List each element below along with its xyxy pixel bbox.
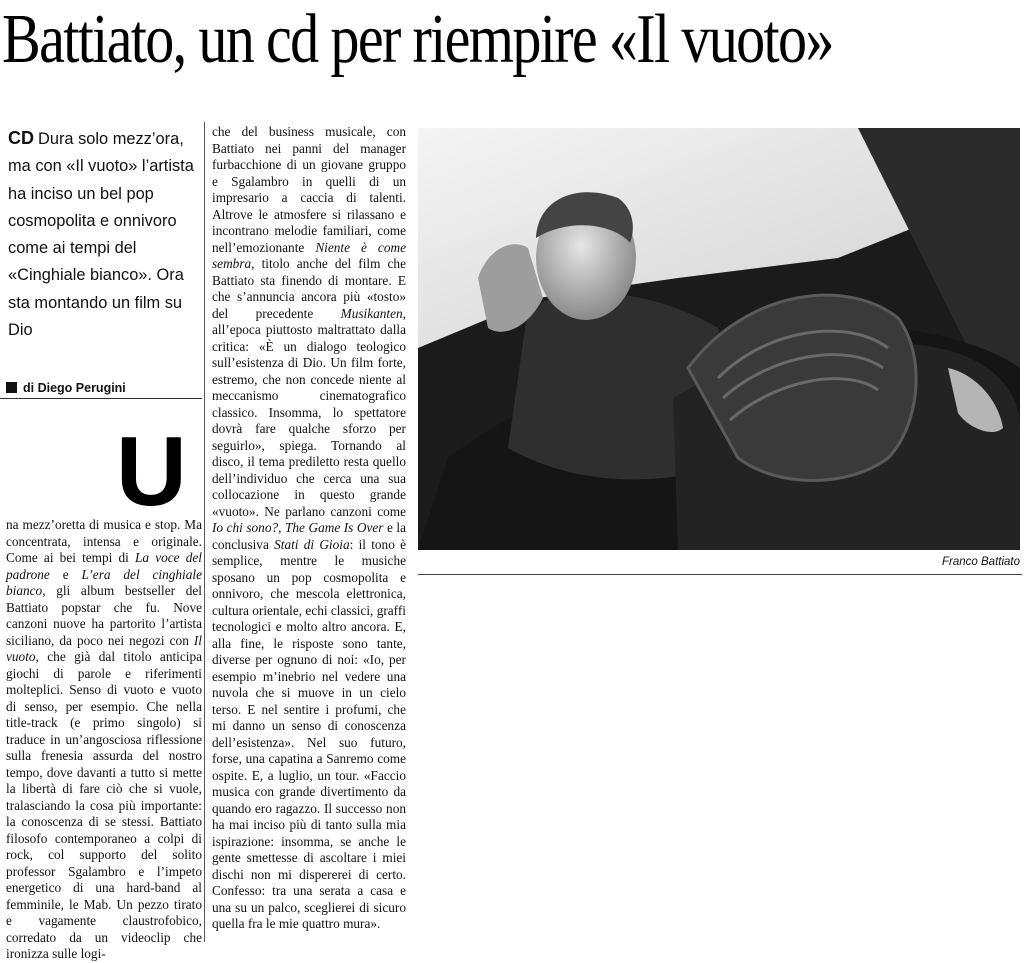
- body-text: e: [49, 566, 82, 582]
- italic-title: The Game Is Over: [285, 520, 384, 535]
- lead-text: Dura solo mezz’ora, ma con «Il vuoto» l’artista ha inciso un bel pop cosmopolita e onnivoro come ai tempi del «Cinghiale bianco». Ora sta montando un film su Dio: [8, 130, 194, 340]
- caption-divider: [418, 574, 1022, 575]
- article-column-2: [212, 124, 406, 933]
- body-text: , titolo anche del film che Battiato sta finendo di montare. E che s’annuncia ancora più «tosto» del precedente: [212, 256, 406, 321]
- body-text: e la conclusiva: [212, 520, 406, 552]
- italic-title: Niente è come sembra: [212, 239, 406, 271]
- square-bullet-icon: [6, 382, 17, 393]
- portrait-photo: [418, 128, 1020, 550]
- body-text: , all’epoca piuttosto maltrattato dalla critica: «È un dialogo teologico sull’esistenza di Dio. Un film forte, estremo, che non concede niente al meccanismo cinematografico classico. Insomma, lo spettatore dovrà fare qualche sforzo per seguirlo», spiega. Tornando al disco, il tema prediletto resta quello dell’individuo che cerca una sua collocazione in questo grande «vuoto». Ne parlano canzoni come: [212, 305, 406, 519]
- headline: Battiato, un cd per riempire «Il vuoto»: [2, 1, 833, 78]
- italic-title: Il vuoto: [6, 632, 202, 664]
- italic-title: Io chi sono?: [212, 520, 279, 535]
- photo-caption: Franco Battiato: [942, 556, 1020, 568]
- body-text: , gli album bestseller del Battiato popstar che fu. Nove canzoni nuove ha partorito l’artista siciliano, da poco nei negozi con: [6, 583, 202, 648]
- body-text: : il tono è semplice, mentre le musiche sposano un pop cosmopolita e onnivoro, che mescola elettronica, cultura orientale, echi classici, graffi tecnologici e molto altro ancora. E, alla fine, le risposte sono tante, diverse per ognuno di noi: «Io, per esempio m’inebrio nel vedere una nuvola che si muove in un cielo terso. E nel sentire i profumi, che mi danno un senso di conoscenza dell’esistenza». Nel suo futuro, forse, una capatina a Sanremo come ospite. E, a luglio, un tour. «Faccio musica con grande divertimento da quando ero ragazzo. Il successo non ha mai inciso più di tanto sulla mia ispirazione: insomma, se anche le gente smettesse di ascoltare i miei dischi non mi dispererei di certo. Confesso: tra una serata a casa e una su un palco, sceglierei di sicuro quella fra le mie quattro mura».: [212, 536, 406, 931]
- column-divider: [204, 122, 205, 942]
- body-text: che del business musicale, con Battiato nei panni del manager furbacchione di un giovane gruppo e Sgalambro in quelli di un impresario a caccia di talenti. Altrove le atmosfere si rilassano e incontrano melodie familiari, come nell’emozionante: [212, 124, 406, 255]
- article-column-1: [6, 517, 202, 963]
- section-label: CD: [8, 128, 34, 148]
- byline-divider: [0, 398, 202, 399]
- byline-author: di Diego Perugini: [23, 381, 126, 395]
- body-text: , che già dal titolo anticipa giochi di parole e riferimenti molteplici. Senso di vuoto e vuoto di senso, per esempio. Che nella title-track (e primo singolo) si traduce in un’angosciosa riflessione sulla frenesia assurda del nostro tempo, dove davanti a tutto si mette la libertà di fare ciò che si vuole, tralasciando la cosa più importante: la conoscenza di se stessi. Battiato filosofo contemporaneo a colpi di rock, col supporto del solito professor Sgalambro e l’impeto energetico di una hard-band al femminile, le Mab. Un pezzo tirato e vagamente claustrofobico, corredato da un videoclip che ironizza sulle logi-: [6, 649, 202, 961]
- lead-paragraph: [8, 125, 194, 344]
- body-text: ,: [278, 520, 285, 535]
- italic-title: L’era del cinghiale bianco: [6, 566, 202, 598]
- italic-title: Musikanten: [340, 305, 403, 321]
- drop-cap: U: [116, 416, 187, 526]
- italic-title: La voce del padrone: [6, 550, 202, 582]
- italic-title: Stati di Gioia: [274, 536, 350, 552]
- photo-illustration: [418, 128, 1020, 550]
- byline: [6, 380, 206, 396]
- body-text: na mezz’oretta di musica e stop. Ma concentrata, intensa e originale. Come ai bei tempi di: [6, 517, 202, 565]
